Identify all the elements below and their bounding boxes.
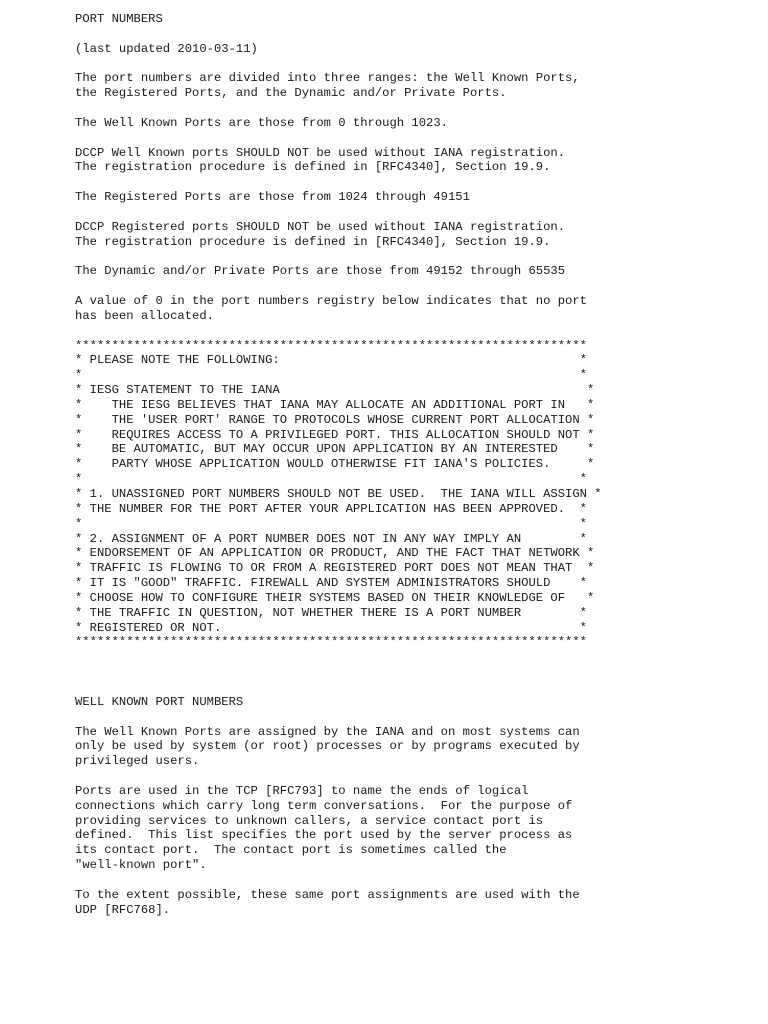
notice-border-bottom: **********************************************************************: [75, 635, 587, 650]
zero-value-note: A value of 0 in the port numbers registry below indicates that no port has been allocated.: [75, 294, 587, 323]
iesg-notice-box: ********************************************************************** * PLEASE NOTE THE FOLLOWING: * * * * IESG STATEMENT TO THE IANA * * THE IESG BELIEVES THAT IANA MAY ALLOCATE AN ADDITIONAL PORT IN * * THE 'USER PORT' RANGE TO PROTOCOLS WHOSE CURRENT PORT ALLOCATION * * REQUIRES ACCESS TO A PRIVILEGED PORT. THIS ALLOCATION SHOULD NOT * * BE AUTOMATIC, BUT MAY OCCUR UPON APPLICATION BY AN INTERESTED * * PARTY WHOSE APPLICATION WOULD OTHERWISE FIT IANA'S POLICIES. * * * * 1. UNASSIGNED PORT NUMBERS SHOULD NOT BE USED. THE IANA WILL ASSIGN * * THE NUMBER FOR THE PORT AFTER YOUR APPLICATION HAS BEEN APPROVED. * * * * 2. ASSIGNMENT OF A PORT NUMBER DOES NOT IN ANY WAY IMPLY AN * * ENDORSEMENT OF AN APPLICATION OR PRODUCT, AND THE FACT THAT NETWORK * * TRAFFIC IS FLOWING TO OR FROM A REGISTERED PORT DOES NOT MEAN THAT * * IT IS "GOOD" TRAFFIC. FIREWALL AND SYSTEM ADMINISTRATORS SHOULD * * CHOOSE HOW TO CONFIGURE THEIR SYSTEMS BASED ON THEIR KNOWLEDGE OF * * THE TRAFFIC IN QUESTION, NOT WHETHER THERE IS A PORT NUMBER * * REGISTERED OR NOT. * **********************************************************************: [75, 339, 755, 651]
intro-paragraph: The port numbers are divided into three ranges: the Well Known Ports, the Registered Ports, and the Dynamic and/or Private Ports.: [75, 71, 580, 101]
section-heading: WELL KNOWN PORT NUMBERS: [75, 694, 244, 709]
document-title: PORT NUMBERS: [75, 12, 163, 26]
dccp-well-known-paragraph: DCCP Well Known ports SHOULD NOT be used without IANA registration. The registration procedure is defined in [RFC4340], Section 19.9.: [75, 145, 566, 175]
section-paragraph-2: Ports are used in the TCP [RFC793] to name the ends of logical connections which carry long term conversations. For the purpose of providing services to unknown callers, a service contact port is defined. This list specifies the port used by the server process as its contact port. The contact port is sometimes called the "well-known port".: [75, 783, 573, 873]
last-updated: (last updated 2010-03-11): [75, 41, 258, 56]
section-paragraph-3: To the extent possible, these same port assignments are used with the UDP [RFC768].: [75, 887, 580, 917]
registered-range: The Registered Ports are those from 1024 through 49151: [75, 190, 470, 205]
dynamic-range: The Dynamic and/or Private Ports are those from 49152 through 65535: [75, 264, 566, 279]
port-numbers-document: [75, 12, 755, 917]
notice-border-top: **********************************************************************: [75, 338, 587, 353]
section-paragraph-1: The Well Known Ports are assigned by the IANA and on most systems can only be used by system (or root) processes or by programs executed by privileged users.: [75, 724, 580, 769]
dccp-registered-paragraph: DCCP Registered ports SHOULD NOT be used without IANA registration. The registration procedure is defined in [RFC4340], Section 19.9.: [75, 219, 566, 249]
well-known-range: The Well Known Ports are those from 0 through 1023.: [75, 115, 448, 130]
